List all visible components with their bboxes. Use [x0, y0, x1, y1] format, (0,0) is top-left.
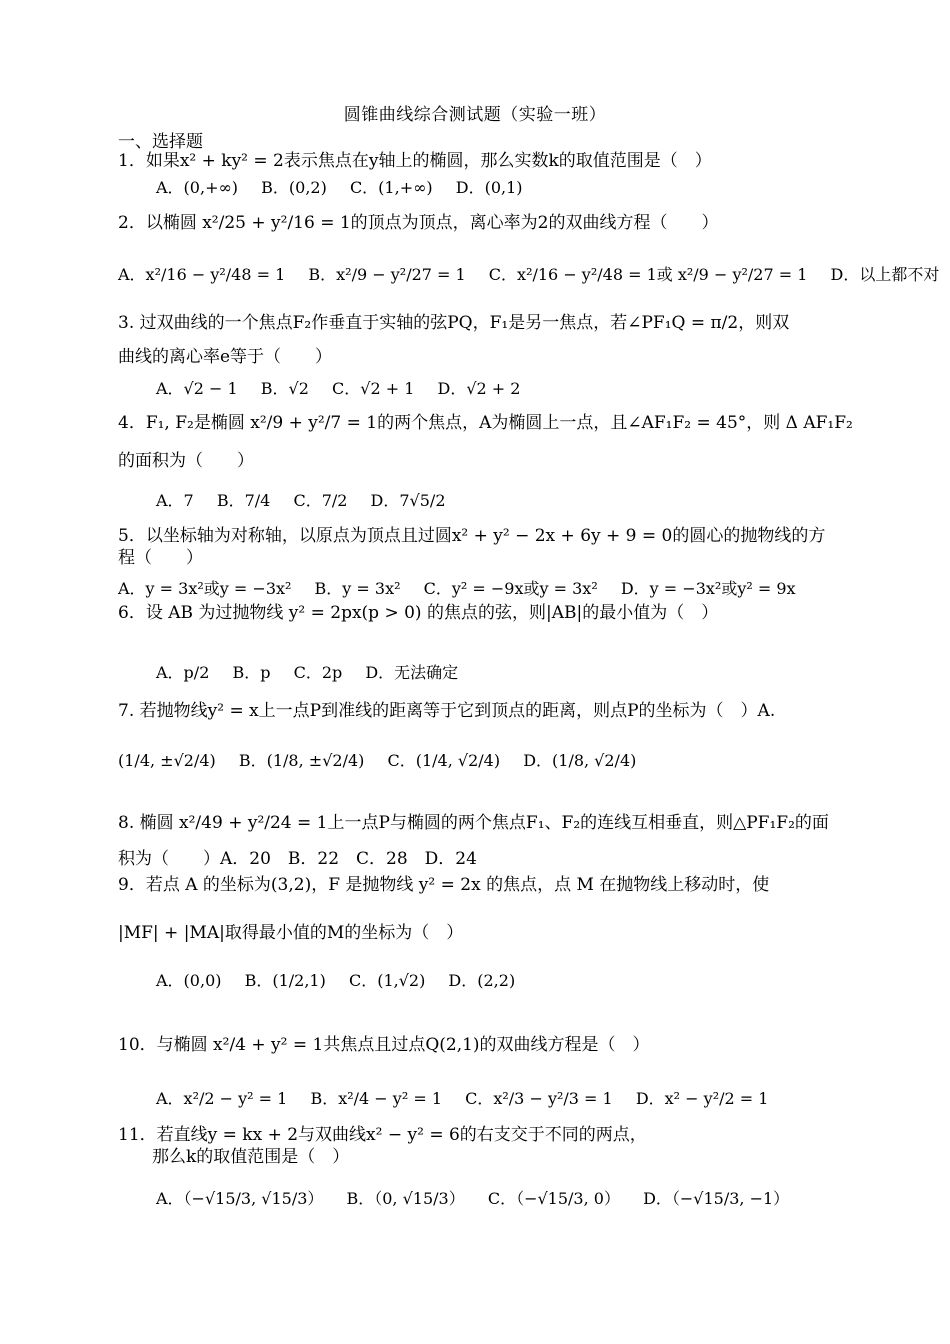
- question-7-options: [118, 748, 808, 771]
- question-3-line-2: 曲线的离心率e等于（ ）: [118, 347, 333, 367]
- option-c: C．y² = −9x或y = 3x²: [423, 579, 598, 598]
- question-7-line-1: 7. 若抛物线y² = x上一点P到准线的距离等于它到顶点的距离，则点P的坐标为（ ）A.: [118, 701, 776, 721]
- option-a: A．y = 3x²或y = −3x²: [118, 579, 292, 598]
- option-b: B．（0, √15/3）: [346, 1189, 465, 1208]
- question-8-line-1: 8. 椭圆 x²/49 + y²/24 = 1上一点P与椭圆的两个焦点F₁、F₂的连线互相垂直，则△PF₁F₂的面: [118, 813, 829, 833]
- question-4-line-1: 4．F₁, F₂是椭圆 x²/9 + y²/7 = 1的两个焦点，A为椭圆上一点，且∠AF₁F₂ = 45°，则 Δ AF₁F₂: [118, 413, 853, 433]
- question-10-line-1: 10．与椭圆 x²/4 + y² = 1共焦点且过点Q(2,1)的双曲线方程是（ ）: [118, 1035, 650, 1055]
- option-a: (1/4, ±√2/4): [118, 751, 216, 770]
- question-5: [118, 525, 838, 569]
- question-1: [118, 150, 838, 172]
- question-9: [118, 874, 838, 944]
- question-10-options: [156, 1086, 846, 1109]
- question-11-line-1: 11．若直线y = kx + 2与双曲线x² − y² = 6的右支交于不同的两点，: [118, 1125, 647, 1145]
- question-2-options: [118, 262, 940, 285]
- question-7: [118, 700, 838, 722]
- question-3-options: [156, 376, 846, 399]
- option-b: B．y = 3x²: [314, 579, 401, 598]
- option-d: D．(2,2): [448, 971, 516, 990]
- question-4-options: [156, 488, 846, 511]
- option-a: A．7: [156, 491, 194, 510]
- option-b: B．7/4: [216, 491, 271, 510]
- question-6: [118, 602, 838, 624]
- option-b: B．x²/4 − y² = 1: [310, 1089, 443, 1108]
- option-c: C．(1,√2): [348, 971, 426, 990]
- option-c: C．（−√15/3, 0）: [487, 1189, 620, 1208]
- question-11: [118, 1124, 838, 1168]
- question-4: [118, 412, 853, 472]
- option-c: C．x²/16 − y²/48 = 1或 x²/9 − y²/27 = 1: [488, 265, 808, 284]
- question-2: [118, 212, 838, 234]
- option-c: C．(1/4, √2/4): [387, 751, 501, 770]
- section-heading: 一、选择题: [118, 132, 203, 152]
- option-b: B．(1/2,1): [244, 971, 326, 990]
- question-8-line-2: 积为（ ）A．20 B．22 C．28 D．24: [118, 849, 477, 869]
- question-1-line-1: 1．如果x² + ky² = 2表示焦点在y轴上的椭圆，那么实数k的取值范围是（ ）: [118, 151, 712, 171]
- option-a: A．x²/2 − y² = 1: [156, 1089, 288, 1108]
- option-a: A．p/2: [156, 663, 210, 682]
- option-a: A．(0,0): [156, 971, 222, 990]
- option-c: C．(1,+∞): [349, 178, 433, 197]
- question-5-line-2: 程（ ）: [118, 548, 203, 568]
- question-6-line-1: 6．设 AB 为过抛物线 y² = 2px(p > 0) 的焦点的弦，则|AB|的最小值为（ ）: [118, 603, 719, 623]
- option-d: D．7√5/2: [370, 491, 446, 510]
- question-6-options: [156, 660, 846, 683]
- question-11-line-2: 那么k的取值范围是（ ）: [118, 1147, 350, 1167]
- option-b: B．(1/8, ±√2/4): [238, 751, 365, 770]
- question-9-line-2: |MF| + |MA|取得最小值的M的坐标为（ ）: [118, 923, 464, 943]
- option-d: D．x² − y²/2 = 1: [635, 1089, 769, 1108]
- question-5-line-1: 5．以坐标轴为对称轴，以原点为顶点且过圆x² + y² − 2x + 6y + 9 = 0的圆心的抛物线的方: [118, 526, 826, 546]
- option-b: B．√2: [260, 379, 309, 398]
- question-3-line-1: 3. 过双曲线的一个焦点F₂作垂直于实轴的弦PQ，F₁是另一焦点，若∠PF₁Q = π/2，则双: [118, 313, 790, 333]
- option-c: C．7/2: [293, 491, 348, 510]
- exam-title: 圆锥曲线综合测试题（实验一班）: [343, 105, 607, 125]
- option-a: A．√2 − 1: [156, 379, 238, 398]
- question-10: [118, 1034, 838, 1056]
- question-11-options: [156, 1186, 846, 1209]
- option-c: C．2p: [293, 663, 343, 682]
- question-8: [118, 812, 838, 870]
- question-4-line-2: 的面积为（ ）: [118, 451, 254, 471]
- option-a: A．（−√15/3, √15/3）: [156, 1189, 324, 1208]
- option-d: D．y = −3x²或y² = 9x: [620, 579, 796, 598]
- option-d: D．√2 + 2: [437, 379, 521, 398]
- option-d: D．（−√15/3, −1）: [643, 1189, 790, 1208]
- option-d: D．无法确定: [365, 663, 459, 682]
- option-b: B．(0,2): [261, 178, 327, 197]
- option-d: D．(1/8, √2/4): [523, 751, 637, 770]
- option-a: A．(0,+∞): [156, 178, 239, 197]
- question-3: [118, 312, 838, 368]
- option-c: C．x²/3 − y²/3 = 1: [465, 1089, 613, 1108]
- option-b: B．x²/9 − y²/27 = 1: [308, 265, 466, 284]
- option-a: A．x²/16 − y²/48 = 1: [118, 265, 286, 284]
- question-1-options: [156, 175, 846, 198]
- option-c: C．√2 + 1: [332, 379, 415, 398]
- option-d: D．以上都不对: [830, 265, 940, 284]
- option-d: D．(0,1): [455, 178, 523, 197]
- question-2-line-1: 2．以椭圆 x²/25 + y²/16 = 1的顶点为顶点，离心率为2的双曲线方程（ ）: [118, 213, 719, 233]
- question-9-line-1: 9．若点 A 的坐标为(3,2)，F 是抛物线 y² = 2x 的焦点，点 M 在抛物线上移动时，使: [118, 875, 770, 895]
- option-b: B．p: [232, 663, 271, 682]
- question-9-options: [156, 968, 846, 991]
- question-5-options: [118, 576, 808, 599]
